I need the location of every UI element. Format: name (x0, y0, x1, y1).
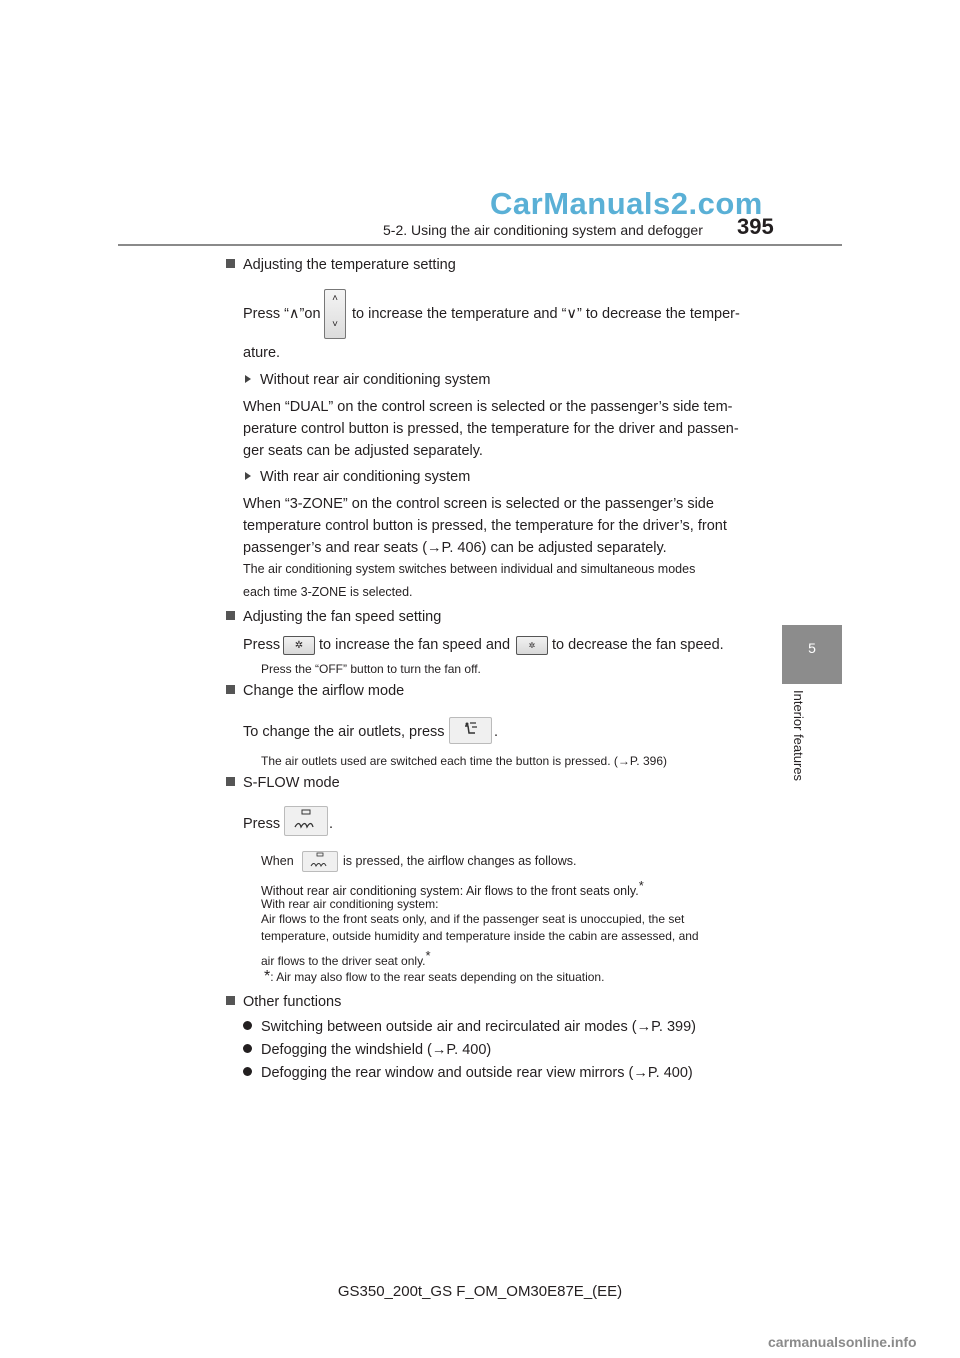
fan-heading: Adjusting the fan speed setting (226, 609, 441, 625)
temp-note-2: each time 3-ZONE is selected. (243, 585, 413, 599)
sflow-footnote: *: Air may also flow to the rear seats depending on the situation. (264, 968, 605, 985)
header-divider (118, 244, 842, 246)
text-without-rear-1: When “DUAL” on the control screen is selected or the passenger’s side tem- (243, 399, 733, 415)
airflow-mode-button[interactable] (449, 717, 492, 744)
square-bullet-icon (226, 259, 235, 268)
square-bullet-icon (226, 685, 235, 694)
text-with-rear-3: passenger’s and rear seats (→P. 406) can be adjusted separately. (243, 540, 667, 556)
temp-instruction-line1: Press “∧”on (243, 306, 321, 322)
section-title: 5-2. Using the air conditioning system and defogger (383, 222, 703, 238)
fan-text-end: to decrease the fan speed. (552, 637, 724, 653)
sflow-line5: air flows to the driver seat only.* (261, 948, 431, 968)
up-caret-icon: ∧ (288, 306, 300, 322)
down-caret-icon: ∨ (566, 306, 578, 322)
sub-without-rear: Without rear air conditioning system (245, 369, 491, 391)
temp-instruction-line1b: to increase the temperature and “∨” to decrease the temper- (352, 306, 740, 322)
sflow-press-period: . (329, 816, 334, 832)
fan-press-label: Press (243, 637, 281, 653)
fan-large-icon: ✲ (294, 640, 304, 651)
airflow-seat-icon (450, 718, 491, 743)
airflow-heading: Change the airflow mode (226, 683, 404, 699)
watermark-logo: CarManuals2.com (490, 186, 763, 221)
chapter-tab[interactable] (782, 625, 842, 684)
sflow-when-label: When (261, 854, 294, 868)
square-bullet-icon (226, 777, 235, 786)
temp-note-1: The air conditioning system switches between individual and simultaneous modes (243, 562, 696, 576)
s-flow-inline-button (302, 851, 338, 872)
square-bullet-icon (226, 996, 235, 1005)
square-bullet-icon (226, 611, 235, 620)
airflow-text-period: . (494, 724, 499, 740)
round-bullet-icon (243, 1044, 252, 1053)
text-without-rear-3: ger seats can be adjusted separately. (243, 443, 483, 459)
triangle-bullet-icon (245, 375, 251, 383)
fan-small-icon: ✲ (528, 641, 536, 650)
temp-up-down-button[interactable] (324, 289, 346, 339)
document-code: GS350_200t_GS F_OM_OM30E87E_(EE) (337, 1283, 623, 1300)
fan-down-button[interactable] (516, 636, 548, 655)
s-flow-icon (285, 807, 327, 835)
fan-text-middle: to increase the fan speed and (319, 637, 511, 653)
fan-up-button[interactable] (283, 636, 315, 655)
sflow-when-text: is pressed, the airflow changes as follows. (343, 854, 577, 868)
temp-instruction-line2: ature. (243, 345, 281, 361)
chevron-down-icon: ˅ (332, 319, 338, 330)
s-flow-icon (303, 852, 337, 871)
sflow-heading: S-FLOW mode (226, 775, 340, 791)
temp-heading: Adjusting the temperature setting (226, 257, 456, 273)
s-flow-button[interactable] (284, 806, 328, 836)
chapter-label: Interior features (791, 690, 806, 782)
page-number: 395 (737, 214, 774, 239)
sflow-line2: With rear air conditioning system: (261, 897, 439, 911)
triangle-bullet-icon (245, 472, 251, 480)
round-bullet-icon (243, 1067, 252, 1076)
sflow-line3: Air flows to the front seats only, and if the passenger seat is unoccupied, the set (261, 912, 685, 926)
round-bullet-icon (243, 1021, 252, 1030)
fan-note: Press the “OFF” button to turn the fan off. (261, 662, 481, 676)
chevron-up-icon: ˄ (332, 293, 338, 304)
sflow-press-label: Press (243, 816, 281, 832)
sflow-line4: temperature, outside humidity and temperature inside the cabin are assessed, and (261, 929, 699, 943)
text-with-rear-2: temperature control button is pressed, the temperature for the driver’s, front (243, 518, 727, 534)
sub-with-rear: With rear air conditioning system (245, 466, 470, 488)
text-with-rear-1: When “3-ZONE” on the control screen is selected or the passenger’s side (243, 496, 714, 512)
other-item-1: Defogging the windshield (→P. 400) (243, 1039, 491, 1061)
other-item-0: Switching between outside air and recirculated air modes (→P. 399) (243, 1016, 696, 1038)
watermark-footer: carmanualsonline.info (768, 1334, 917, 1350)
airflow-note: The air outlets used are switched each time the button is pressed. (→P. 396) (261, 754, 667, 768)
airflow-text: To change the air outlets, press (243, 724, 445, 740)
other-item-2: Defogging the rear window and outside rear view mirrors (→P. 400) (243, 1062, 693, 1084)
chapter-number: 5 (808, 640, 816, 656)
sflow-line1: Without rear air conditioning system: Air flows to the front seats only.* (261, 878, 644, 899)
other-heading: Other functions (226, 994, 341, 1010)
text-without-rear-2: perature control button is pressed, the temperature for the driver and passen- (243, 421, 739, 437)
